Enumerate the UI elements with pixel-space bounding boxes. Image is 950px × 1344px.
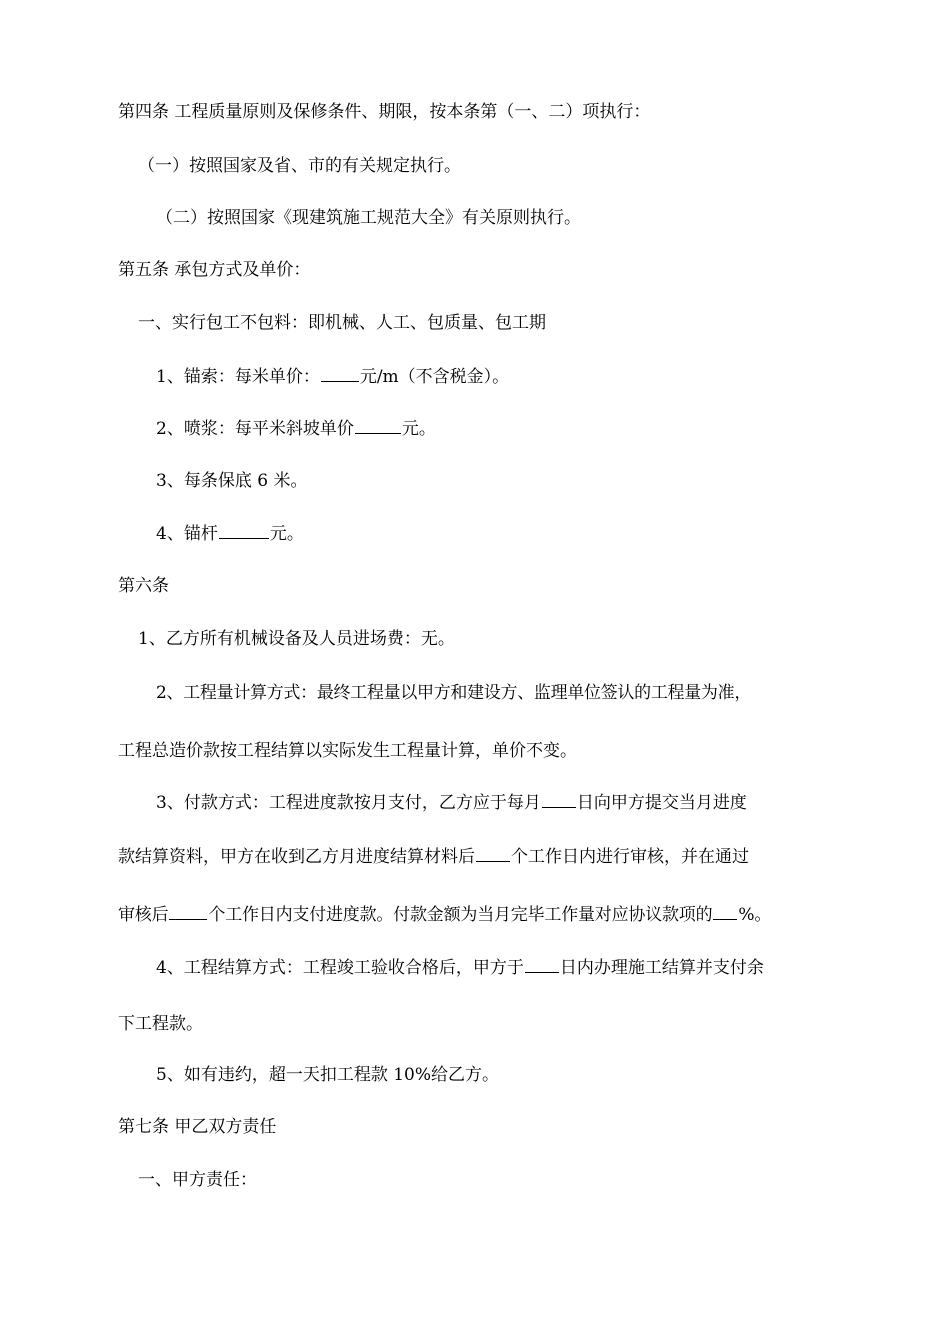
article-6-item-4-line-2: 下工程款。 — [118, 1014, 203, 1034]
article-6-item-2-line-1: 2、工程量计算方式：最终工程量以甲方和建设方、监理单位签认的工程量为准， — [156, 683, 752, 703]
article-6-item-3-text-cont: 日向甲方提交当月进度 — [576, 793, 747, 813]
article-6-item-3-line-1 — [156, 791, 747, 814]
article-4-item-2: （二）按照国家《现建筑施工规范大全》有关原则执行。 — [156, 208, 581, 228]
article-6-item-3-text-cont: 个工作日内支付进度款。付款金额为当月完毕工作量对应协议款项的 — [208, 905, 713, 925]
article-6-item-3-text: 款结算资料，甲方在收到乙方月进度结算材料后 — [118, 847, 475, 867]
article-4-title: 第四条 工程质量原则及保修条件、期限，按本条第（一、二）项执行： — [118, 102, 651, 122]
article-5-item-4-suffix: 元。 — [269, 524, 304, 544]
article-6-title: 第六条 — [118, 576, 169, 596]
article-7-subsection-1: 一、甲方责任： — [138, 1170, 257, 1190]
article-6-item-3-line-3 — [118, 903, 771, 926]
article-5-item-1 — [156, 365, 509, 388]
article-6-item-4-text: 4、工程结算方式：工程竣工验收合格后，甲方于 — [156, 958, 524, 978]
article-4-item-1: （一）按照国家及省、市的有关规定执行。 — [138, 156, 461, 176]
fill-blank — [169, 903, 207, 920]
fill-blank — [219, 522, 269, 539]
article-7-title: 第七条 甲乙双方责任 — [118, 1117, 277, 1137]
fill-blank — [321, 365, 359, 382]
article-6-item-3-text-cont: 个工作日内进行审核，并在通过 — [511, 847, 749, 867]
article-6-item-5: 5、如有违约，超一天扣工程款 10%给乙方。 — [156, 1065, 500, 1085]
article-5-title: 第五条 承包方式及单价： — [118, 260, 311, 280]
article-6-item-1: 1、乙方所有机械设备及人员进场费：无。 — [138, 629, 455, 649]
fill-blank — [476, 845, 510, 862]
article-5-item-2-suffix: 元。 — [401, 419, 436, 439]
article-5-subsection-1: 一、实行包工不包料：即机械、人工、包质量、包工期 — [138, 313, 546, 333]
fill-blank — [542, 791, 576, 808]
article-5-item-3: 3、每条保底 6 米。 — [156, 471, 308, 491]
article-5-item-1-suffix: 元/m（不含税金）。 — [359, 367, 510, 387]
fill-blank — [525, 956, 559, 973]
fill-blank — [713, 903, 737, 920]
article-5-item-1-text: 1、锚索：每米单价： — [156, 367, 320, 387]
article-6-item-3-line-2 — [118, 845, 749, 868]
article-6-item-4-line-1 — [156, 956, 764, 979]
article-6-item-3-text-end: %。 — [738, 905, 772, 925]
article-5-item-4 — [156, 522, 304, 545]
article-6-item-4-text-cont: 日内办理施工结算并支付余 — [559, 958, 764, 978]
article-5-item-4-text: 4、锚杆 — [156, 524, 218, 544]
article-5-item-2 — [156, 417, 436, 440]
article-6-item-3-text: 审核后 — [118, 905, 169, 925]
article-5-item-2-text: 2、喷浆：每平米斜坡单价 — [156, 419, 354, 439]
article-6-item-3-text: 3、付款方式：工程进度款按月支付，乙方应于每月 — [156, 793, 541, 813]
article-6-item-2-line-2: 工程总造价款按工程结算以实际发生工程量计算，单价不变。 — [118, 741, 577, 761]
fill-blank — [355, 417, 401, 434]
